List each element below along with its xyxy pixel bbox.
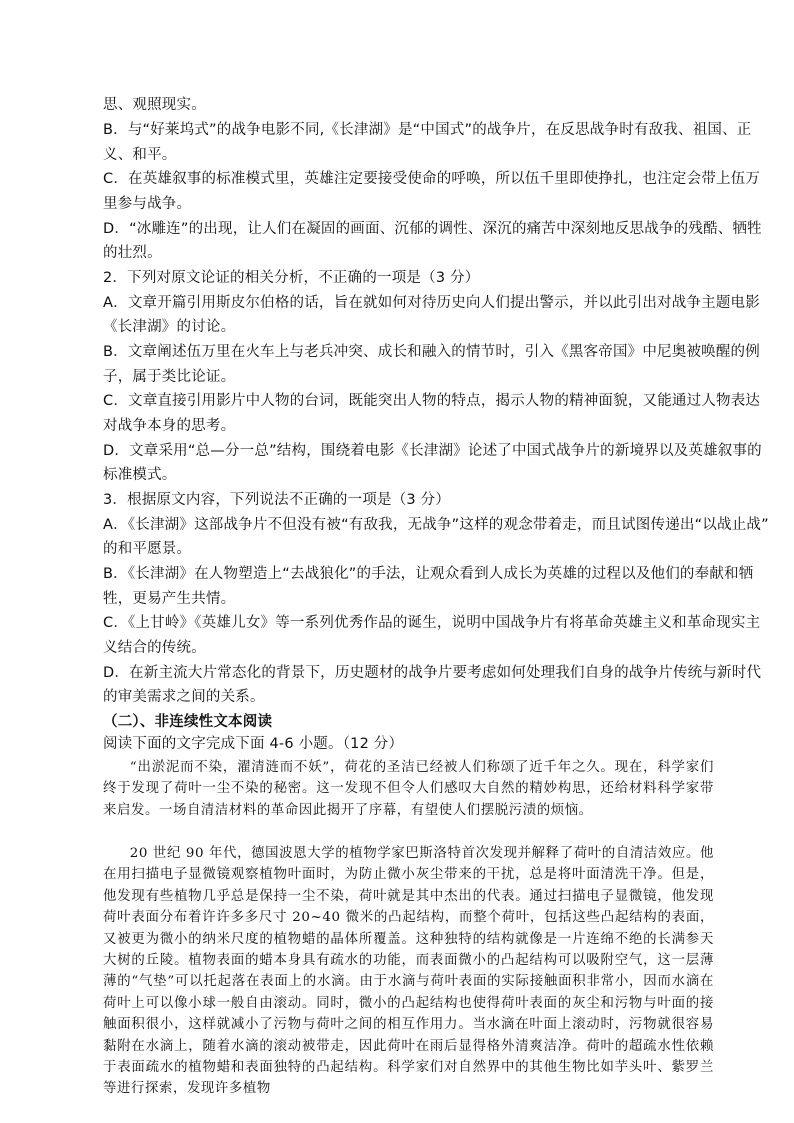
reading-instruction: 阅读下面的文字完成下面 4-6 小题。（12 分） — [103, 736, 404, 752]
article-paragraph-2: 20 世纪 90 年代，德国波恩大学的植物学家巴斯洛特首次发现并解释了荷叶的自清洁效应。他在用扫描电子显微镜观察植物叶面时，为防止微小灰尘带来的干扰，总是将叶面清洗干净。但是，他发现有些植物几乎总是保持一尘不染，荷叶就是其中杰出的代表。通过扫描电子显微镜，他发现荷叶表面分布着许许多多尺寸 20~40 微米的凸起结构，而整个荷叶，包括这些凸起结构的表面，又被更为微小的纳米尺度的植物蜡的晶体所覆盖。这种独特的结构就像是一片连绵不绝的长满参天大树的丘陵。植物表面的蜡本身具有疏水的功能，而表面微小的凸起结构可以吸附空气，这一层薄薄的“气垫”可以托起落在表面上的水滴。由于水滴与荷叶表面的实际接触面积非常小，因而水滴在荷叶上可以像小球一般自由滚动。同时，微小的凸起结构也使得荷叶表面的灰尘和污物与叶面的接触面积很小，这样就减小了污物与荷叶之间的相互作用力。当水滴在叶面上滚动时，污物就很容易黏附在水滴上，随着水滴的滚动被带走，因此荷叶在雨后显得格外清爽洁净。荷叶的超疏水性依赖于表面疏水的植物蜡和表面独特的凸起结构。科学家们对自然界中的其他生物比如芋头叶、紫罗兰等进行探索，发现许多植物 — [103, 846, 714, 1097]
text-line: 思、观照现实。 — [103, 97, 206, 113]
question-2-stem: 2．下列对原文论证的相关分析，不正确的一项是（3 分） — [103, 270, 480, 286]
text-line: 子，属于类比论证。 — [103, 369, 236, 385]
text-line: 义结合的传统。 — [103, 640, 206, 656]
option-d-line: D．在新主流大片常态化的背景下，历史题材的战争片要考虑如何处理我们自身的战争片传统与新时代 — [103, 665, 762, 681]
option-a-line: A．文章开篇引用斯皮尔伯格的话，旨在就如何对待历史向人们提出警示，并以此引出对战争主题电影 — [103, 295, 760, 311]
section-heading: （二）、非连续性文本阅读 — [103, 714, 273, 730]
option-d-line: D．文章采用“总—分一总”结构，围绕着电影《长津湖》论述了中国式战争片的新境界以及英雄叙事的 — [103, 443, 762, 459]
text-line: 对战争本身的思考。 — [103, 418, 236, 434]
question-3-stem: 3．根据原文内容，下列说法不正确的一项是（3 分） — [103, 492, 451, 508]
text-line: 牲，更易产生共情。 — [103, 591, 236, 607]
option-c-line: C．文章直接引用影片中人物的台词，既能突出人物的特点，揭示人物的精神面貌，又能通过人物表达 — [103, 393, 761, 409]
text-line: 里参与战争。 — [103, 196, 192, 212]
text-line: 义、和平。 — [103, 147, 177, 163]
option-b-line: B．文章阐述伍万里在火车上与老兵冲突、成长和融入的情节时，引入《黑客帝国》中尼奥被唤醒的例 — [103, 344, 760, 360]
option-a-line: A．《长津湖》这部战争片不但没有被“有敌我，无战争”这样的观念带着走，而且试图传递出“以战止战” — [103, 517, 769, 533]
text-line: 的审美需求之间的关系。 — [103, 689, 265, 705]
text-line: 的壮烈。 — [103, 245, 162, 261]
text-line: 的和平愿景。 — [103, 541, 192, 557]
text-line: 标准模式。 — [103, 467, 177, 483]
option-b-line: B．《长津湖》在人物塑造上“去战狼化”的手法，让观众看到人成长为英雄的过程以及他们的奉献和牺 — [103, 566, 754, 582]
option-c-line: C．在英雄叙事的标准模式里，英雄注定要接受使命的呼唤，所以伍千里即使挣扎，也注定会带上伍万 — [103, 171, 761, 187]
option-d-line: D．“冰雕连”的出现，让人们在凝固的画面、沉郁的调性、深沉的痛苦中深刻地反思战争的残酷、牺牲 — [103, 221, 762, 237]
text-line: 《长津湖》的讨论。 — [103, 319, 236, 335]
option-b-line: B．与“好莱坞式”的战争电影不同,《长津湖》是“中国式”的战争片，在反思战争时有敌我、祖国、正 — [103, 122, 752, 138]
article-paragraph-1: “出淤泥而不染，濯清涟而不妖”，荷花的圣洁已经被人们称颂了近千年之久。现在，科学家们终于发现了荷叶一尘不染的秘密。这一发现不但令人们感叹大自然的精妙构思，还给材料科学家带来启发。一场自清洁材料的革命因此揭开了序幕，有望使人们摆脱污渍的烦恼。 — [103, 760, 714, 818]
option-c-line: C．《上甘岭》《英雄儿女》等一系列优秀作品的诞生，说明中国战争片有将革命英雄主义和革命现实主 — [103, 615, 761, 631]
